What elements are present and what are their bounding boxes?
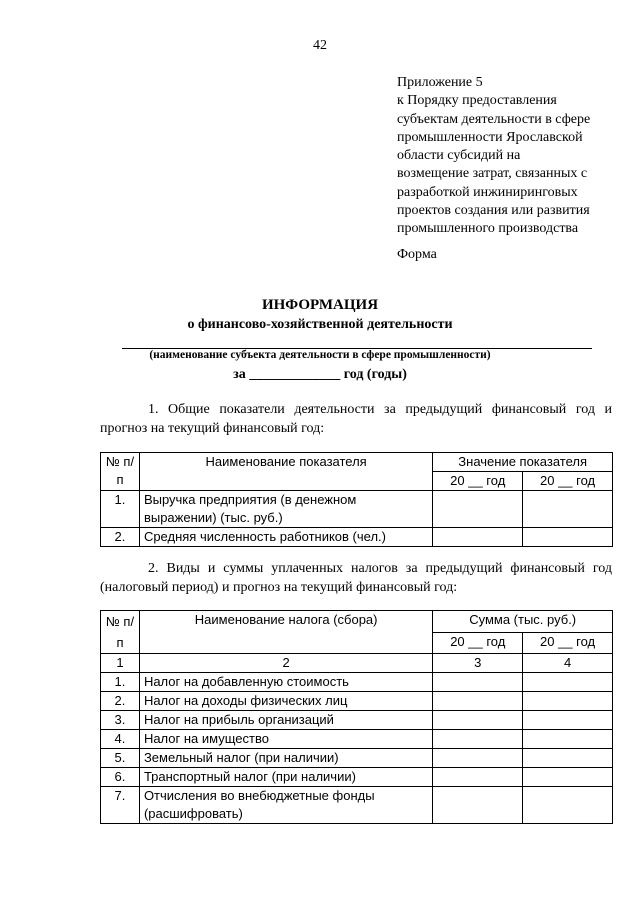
value-cell [433, 692, 523, 711]
appendix-line: промышленного производства [397, 221, 579, 237]
value-cell [433, 787, 523, 824]
row-name: Отчисления во внебюджетные фонды (расшифровать) [139, 787, 432, 824]
table-row [101, 491, 613, 528]
value-cell [523, 730, 613, 749]
row-name: Налог на добавленную стоимость [139, 673, 432, 692]
document-subtitle: о финансово-хозяйственной деятельности [187, 317, 453, 332]
section1-text: 1. Общие показатели деятельности за предыдущий финансовый год и прогноз на текущий финансовый год: [100, 402, 612, 436]
appendix-note [397, 74, 617, 239]
row-name: Средняя численность работников (чел.) [139, 528, 432, 547]
table-row [101, 528, 613, 547]
value-cell [523, 491, 613, 528]
row-name: Транспортный налог (при наличии) [139, 768, 432, 787]
value-cell [433, 491, 523, 528]
index-cell: 3 [433, 654, 523, 673]
row-num: 2. [101, 692, 140, 711]
indicators-table [100, 452, 613, 547]
header-year-1: 20 __ год [433, 632, 523, 654]
section2-intro [100, 560, 612, 597]
row-name: Земельный налог (при наличии) [139, 749, 432, 768]
table-row [101, 787, 613, 824]
row-num: 6. [101, 768, 140, 787]
table-row [101, 692, 613, 711]
appendix-line: к Порядку предоставления [397, 93, 557, 109]
row-num: 2. [101, 528, 140, 547]
header-indicator-value: Значение показателя [433, 453, 613, 472]
form-label: Форма [397, 247, 437, 262]
value-cell [523, 673, 613, 692]
appendix-line: промышленности Ярославской [397, 129, 583, 145]
appendix-line: возмещение затрат, связанных с [397, 166, 588, 182]
value-cell [433, 711, 523, 730]
page-number: 42 [313, 38, 327, 53]
row-name: Налог на прибыль организаций [139, 711, 432, 730]
value-cell [433, 730, 523, 749]
value-cell [523, 692, 613, 711]
value-cell [433, 749, 523, 768]
period-line: за _____________ год (годы) [233, 367, 407, 382]
header-tax-sum: Сумма (тыс. руб.) [433, 611, 613, 633]
row-num: 3. [101, 711, 140, 730]
appendix-line: субъектам деятельности в сфере [397, 111, 591, 127]
row-num: 7. [101, 787, 140, 824]
table-row [101, 730, 613, 749]
index-row [101, 654, 613, 673]
value-cell [433, 673, 523, 692]
row-name: Выручка предприятия (в денежном выражении) (тыс. руб.) [139, 491, 432, 528]
value-cell [523, 768, 613, 787]
row-num: 5. [101, 749, 140, 768]
value-cell [523, 749, 613, 768]
index-cell: 1 [101, 654, 140, 673]
value-cell [523, 528, 613, 547]
index-cell: 4 [523, 654, 613, 673]
header-num: № п/п [101, 453, 140, 491]
row-num: 4. [101, 730, 140, 749]
section2-text: 2. Виды и суммы уплаченных налогов за предыдущий финансовый год (налоговый период) и прогноз на текущий финансовый год: [100, 561, 612, 595]
appendix-line: проектов создания или развития [397, 203, 590, 219]
row-name: Налог на доходы физических лиц [139, 692, 432, 711]
header-year-2: 20 __ год [523, 632, 613, 654]
value-cell [523, 711, 613, 730]
appendix-line: разработкой инжиниринговых [397, 184, 578, 200]
appendix-line: Приложение 5 [397, 75, 483, 90]
header-year-2: 20 __ год [523, 472, 613, 491]
document-title: ИНФОРМАЦИЯ [261, 297, 379, 313]
row-name: Налог на имущество [139, 730, 432, 749]
row-num: 1. [101, 491, 140, 528]
header-indicator-name: Наименование показателя [139, 453, 432, 491]
section1-intro [100, 401, 612, 438]
table-row [101, 768, 613, 787]
row-num: 1. [101, 673, 140, 692]
header-tax-name: Наименование налога (сбора) [139, 611, 432, 654]
entity-caption: (наименование субъекта деятельности в сфере промышленности) [149, 349, 491, 361]
appendix-line: области субсидий на [397, 148, 521, 164]
value-cell [433, 768, 523, 787]
taxes-table [100, 610, 613, 824]
table-row [101, 749, 613, 768]
value-cell [523, 787, 613, 824]
table-row [101, 711, 613, 730]
value-cell [433, 528, 523, 547]
header-num: № п/п [101, 611, 140, 654]
index-cell: 2 [139, 654, 432, 673]
header-year-1: 20 __ год [433, 472, 523, 491]
table-row [101, 673, 613, 692]
